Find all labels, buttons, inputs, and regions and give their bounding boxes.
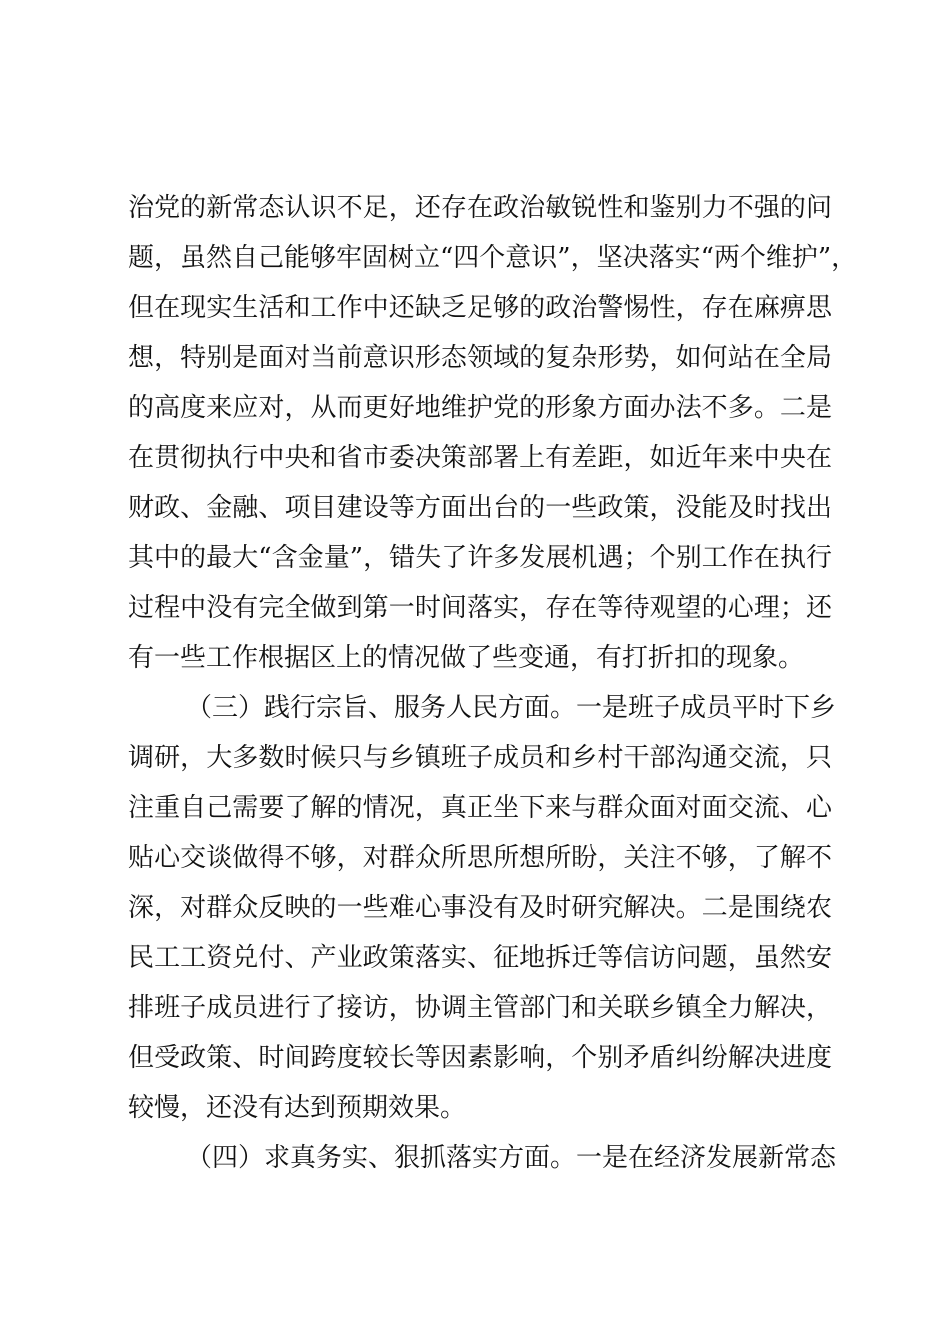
paragraph-2 xyxy=(128,683,837,1133)
section-heading-line: （四）求真务实、狠抓落实方面。一是在经济发展新常态 xyxy=(186,1143,837,1173)
paragraph-1 xyxy=(128,183,858,683)
text-line: 排班子成员进行了接访，协调主管部门和关联乡镇全力解决， xyxy=(128,993,832,1023)
text-line: 财政、金融、项目建设等方面出台的一些政策，没能及时找出 xyxy=(128,493,832,523)
text-line: 有一些工作根据区上的情况做了些变通，有打折扣的现象。 xyxy=(128,643,805,673)
text-line: 贴心交谈做得不够，对群众所思所想所盼，关注不够，了解不 xyxy=(128,843,832,873)
text-line: 在贯彻执行中央和省市委决策部署上有差距，如近年来中央在 xyxy=(128,443,832,473)
text-line: 过程中没有完全做到第一时间落实，存在等待观望的心理；还 xyxy=(128,593,832,623)
document-body xyxy=(128,183,858,1183)
text-line: 想，特别是面对当前意识形态领域的复杂形势，如何站在全局 xyxy=(128,343,832,373)
text-line: 注重自己需要了解的情况，真正坐下来与群众面对面交流、心 xyxy=(128,793,832,823)
text-line: 调研，大多数时候只与乡镇班子成员和乡村干部沟通交流，只 xyxy=(128,743,832,773)
text-line: 题，虽然自己能够牢固树立“四个意识”，坚决落实“两个维护”， xyxy=(128,243,858,273)
text-line: 但受政策、时间跨度较长等因素影响，个别矛盾纠纷解决进度 xyxy=(128,1043,832,1073)
text-line: 民工工资兑付、产业政策落实、征地拆迁等信访问题，虽然安 xyxy=(128,943,832,973)
text-line: 治党的新常态认识不足，还存在政治敏锐性和鉴别力不强的问 xyxy=(128,193,832,223)
text-line: 较慢，还没有达到预期效果。 xyxy=(128,1093,467,1123)
section-heading-line: （三）践行宗旨、服务人民方面。一是班子成员平时下乡 xyxy=(186,693,837,723)
text-line: 深，对群众反映的一些难心事没有及时研究解决。二是围绕农 xyxy=(128,893,832,923)
paragraph-3 xyxy=(128,1133,837,1183)
text-line: 但在现实生活和工作中还缺乏足够的政治警惕性，存在麻痹思 xyxy=(128,293,832,323)
text-line: 其中的最大“含金量”，错失了许多发展机遇；个别工作在执行 xyxy=(128,543,832,573)
text-line: 的高度来应对，从而更好地维护党的形象方面办法不多。二是 xyxy=(128,393,832,423)
